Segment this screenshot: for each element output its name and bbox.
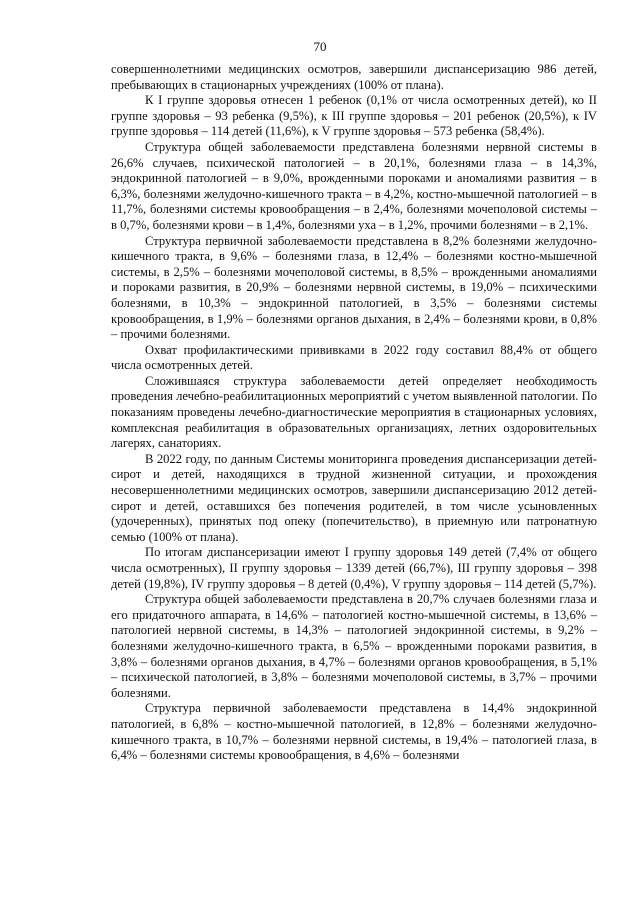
paragraph: Структура первичной заболеваемости представлена в 8,2% болезнями желудочно-кишечного тракта, в 9,6% – болезнями глаза, в 12,4% – болезнями костно-мышечной системы, в 2,5% – болезнями мочеполовой системы, в 8,5% – врожденными аномалиями и пороками развития, в 20,9% – болезнями нервной системы, в 19,0% – психическими болезнями, в 10,3% – эндокринной патологией, в 3,5% – болезнями системы кровообращения, в 1,9% – болезнями органов дыхания, в 2,4% – болезнями крови, в 0,8% – прочими болезнями.	[111, 233, 597, 342]
paragraph: К I группе здоровья отнесен 1 ребенок (0,1% от числа осмотренных детей), ко II группе здоровья – 93 ребенка (9,5%), к III группе здоровья – 201 ребенок (20,5%), к IV группе здоровья – 114 детей (11,6%), к V группе здоровья – 573 ребенка (58,4%).	[111, 93, 597, 139]
paragraph: Структура общей заболеваемости представлена в 20,7% случаев болезнями глаза и его придаточного аппарата, в 14,6% – патологией костно-мышечной системы, в 13,6% – патологией нервной системы, в 14,3% – патологией эндокринной системы, в 9,2% – болезнями желудочно-кишечного тракта, в 6,5% – врожденными пороками развития, в 3,8% – болезнями органов дыхания, в 4,7% – болезнями органов кровообращения, в 5,1% – психической патологией, в 3,8% – болезнями мочеполовой системы, в 3,7% – прочими болезнями.	[111, 592, 597, 700]
text-body	[111, 62, 597, 764]
paragraph: Сложившаяся структура заболеваемости детей определяет необходимость проведения лечебно-реабилитационных мероприятий с учетом выявленной патологии. По показаниям проведены лечебно-диагностические мероприятия в стационарных условиях, комплексная реабилитация в образовательных организациях, летних оздоровительных лагерях, санаториях.	[111, 373, 597, 451]
paragraph: Структура общей заболеваемости представлена болезнями нервной системы в 26,6% случаев, психической патологией – в 20,1%, болезнями глаза – в 14,3%, эндокринной патологией – в 9,0%, врожденными пороками и аномалиями развития – в 6,3%, болезнями желудочно-кишечного тракта – в 4,2%, костно-мышечной патологией – в 11,7%, болезнями системы кровообращения – в 2,4%, болезнями мочеполовой системы – в 0,7%, болезнями крови – в 1,4%, болезнями уха – в 1,2%, прочими болезнями – в 2,1%.	[111, 139, 597, 232]
paragraph: По итогам диспансеризации имеют I группу здоровья 149 детей (7,4% от общего числа осмотренных), II группу здоровья – 1339 детей (66,7%), III группу здоровья – 398 детей (19,8%), IV группу здоровья – 8 детей (0,4%), V группу здоровья – 114 детей (5,7%).	[111, 545, 597, 591]
paragraph: Охват профилактическими прививками в 2022 году составил 88,4% от общего числа осмотренных детей.	[111, 342, 597, 373]
paragraph: В 2022 году, по данным Системы мониторинга проведения диспансеризации детей-сирот и детей, находящихся в трудной жизненной ситуации, и прохождения несовершеннолетними медицинских осмотров, завершили диспансеризацию 2012 детей-сирот и детей, оставшихся без попечения родителей, в том числе усыновленных (удочеренных), принятых под опеку (попечительство), в приемную или патронатную семью (100% от плана).	[111, 451, 597, 544]
paragraph: Структура первичной заболеваемости представлена в 14,4% эндокринной патологией, в 6,8% – костно-мышечной патологией, в 12,8% – болезнями желудочно-кишечного тракта, в 10,7% – болезнями нервной системы, в 19,4% – патологией глаза, в 6,4% – болезнями системы кровообращения, в 4,6% – болезнями	[111, 701, 597, 763]
page-number: 70	[313, 39, 327, 54]
paragraph: совершеннолетними медицинских осмотров, завершили диспансеризацию 986 детей, пребывающих в стационарных учреждениях (100% от плана).	[111, 62, 597, 92]
